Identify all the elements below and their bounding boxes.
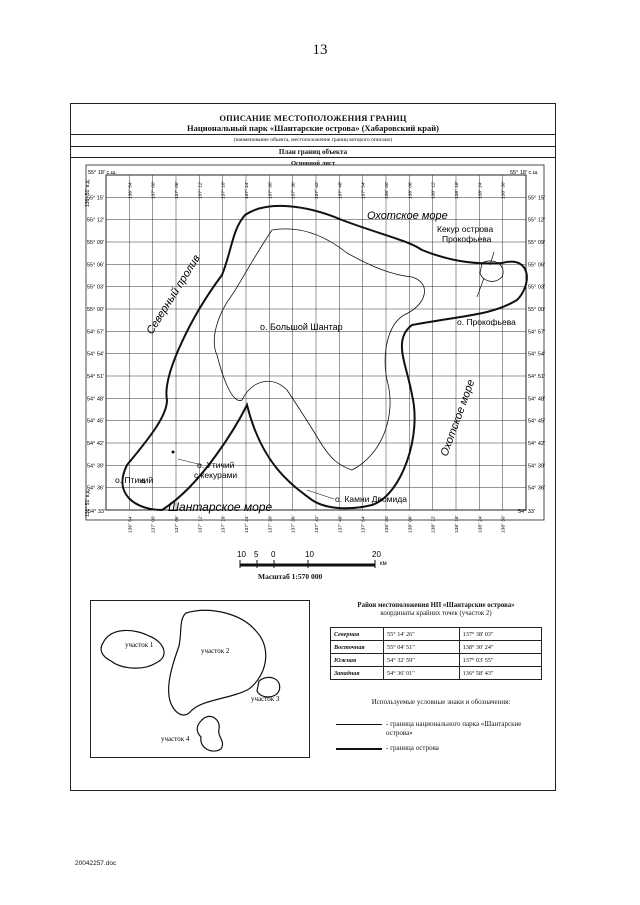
lon-tick-label: 138° 00': [385, 181, 390, 199]
area-2-label: участок 2: [201, 647, 230, 655]
area-4-label: участок 4: [161, 735, 190, 743]
label-shantarskoe-more: Шантарское море: [168, 500, 273, 514]
lat-tick-label: 54° 36': [87, 485, 105, 492]
coordinates-cell-lon: 137° 03' 55": [459, 654, 541, 667]
coordinates-cell-lat: 55° 04' 51": [384, 641, 460, 654]
lon-tick-label: 138° 30': [501, 515, 507, 533]
lon-tick-label: 137° 54': [361, 181, 367, 199]
coordinates-block: [330, 602, 542, 680]
boundary-map: [82, 165, 548, 533]
coordinates-row: [331, 641, 542, 654]
coordinates-cell-dir: Западная: [331, 667, 384, 680]
lon-tick-label: 136° 54': [128, 181, 134, 199]
legend-item-island: [336, 742, 546, 766]
map-border: [86, 165, 544, 520]
lat-tick-label: 55° 15': [87, 195, 105, 202]
label-utichy-1: о. Утичий: [197, 460, 235, 470]
label-kamni: о. Камни Двомида: [335, 494, 407, 504]
lat-tick-label: 55° 06': [87, 262, 105, 269]
area-1-outline: [101, 630, 164, 668]
lon-tick-label: 138° 30': [501, 181, 507, 199]
lat-tick-label: 54° 57': [528, 329, 546, 336]
lon-tick-label: 137° 30': [268, 181, 274, 199]
lon-tick-label: 137° 12': [198, 515, 204, 533]
lon-label-left: 136° 51' в.д.: [85, 179, 91, 207]
area-4-outline: [197, 716, 222, 751]
label-utichy-2: с кекурами: [194, 470, 238, 480]
lat-tick-label: 55° 03': [528, 284, 546, 291]
lon-tick-label: 137° 48': [338, 515, 344, 533]
prokofeva-pointer: [477, 278, 484, 297]
doc-title: ОПИСАНИЕ МЕСТОПОЛОЖЕНИЯ ГРАНИЦ: [219, 113, 407, 123]
label-okhotsk-right: Охотское море: [438, 378, 478, 459]
lon-tick-label: 138° 06': [408, 181, 414, 199]
lon-tick-label: 137° 30': [268, 515, 274, 533]
lat-tick-label: 54° 45': [528, 418, 546, 425]
label-ptichy: о. Птичий: [115, 475, 154, 485]
lat-tick-label: 54° 51': [528, 374, 546, 380]
lon-tick-label: 137° 36': [291, 515, 297, 533]
lon-tick-label: 137° 18': [221, 181, 227, 199]
scale-tick-label: 0: [271, 550, 276, 559]
coordinates-title: Район местоположения НП «Шантарские острова»: [357, 602, 515, 609]
legend-island-text: - граница острова: [386, 744, 439, 752]
coordinates-cell-lon: 137° 38' 03": [459, 628, 541, 641]
coordinates-cell-dir: Восточная: [331, 641, 384, 654]
lat-tick-label: 55° 12': [87, 217, 105, 224]
lon-tick-label: 137° 24': [245, 515, 250, 533]
label-kekur-1: Кекур острова: [437, 224, 494, 234]
scale-label: Масштаб 1:570 000: [258, 572, 323, 581]
lon-tick-label: 138° 12': [431, 515, 437, 533]
inset-map: [90, 600, 310, 758]
corner-label-tr: 55° 18' с.ш.: [510, 170, 539, 176]
lon-tick-label: 136° 54': [128, 515, 134, 533]
lon-tick-label: 138° 06': [408, 515, 414, 533]
lon-tick-label: 138° 18': [455, 515, 460, 533]
scale-bar: [225, 545, 405, 573]
lat-tick-label: 55° 15': [528, 195, 546, 202]
lat-tick-label: 54° 57': [87, 329, 105, 336]
thick-line-icon: [336, 748, 382, 750]
lat-tick-label: 54° 36': [528, 485, 546, 492]
area-1-label: участок 1: [125, 641, 154, 649]
lat-tick-label: 55° 09': [528, 240, 546, 246]
lon-tick-label: 138° 24': [478, 181, 484, 199]
lat-tick-label: 54° 39': [528, 463, 546, 470]
lat-tick-label: 54° 45': [87, 418, 105, 425]
coordinates-cell-lat: 54° 36' 01": [384, 667, 460, 680]
coordinates-cell-lat: 55° 14' 26": [384, 628, 460, 641]
scale-unit: км: [380, 561, 387, 567]
scale-tick-label: 10: [237, 550, 246, 559]
legend-park-text: - граница национального парка «Шантарские острова»: [386, 720, 522, 737]
lon-tick-label: 137° 18': [221, 515, 227, 533]
lat-tick-label: 54° 48': [87, 396, 105, 403]
doc-note: (наименование объекта, местоположение границ которого описано): [233, 137, 393, 143]
lon-tick-label: 137° 54': [361, 515, 367, 533]
label-prokofeva: о. Прокофьева: [457, 317, 516, 327]
park-boundary-line: [122, 206, 526, 510]
lat-tick-label: 54° 54': [87, 351, 105, 358]
area-3-label: участок 3: [251, 695, 280, 703]
lat-tick-label: 55° 06': [528, 262, 546, 269]
lon-tick-label: 138° 24': [478, 515, 484, 533]
divider: [71, 134, 555, 135]
lat-tick-label: 55° 09': [87, 240, 105, 246]
lon-tick-label: 137° 42': [315, 181, 320, 199]
file-name: 20042257.doc: [75, 860, 117, 867]
scale-tick-label: 10: [305, 550, 314, 559]
label-okhotsk-top: Охотское море: [367, 210, 448, 222]
lat-tick-label: 55° 03': [87, 284, 105, 291]
lat-tick-label: 54° 39': [87, 463, 105, 470]
coordinates-cell-lon: 138° 30' 24": [459, 641, 541, 654]
thin-line-icon: [336, 724, 382, 725]
lon-label-left-bottom: 136° 51' в.д.: [85, 489, 91, 517]
divider: [71, 157, 555, 158]
lat-tick-label: 54° 42': [528, 441, 546, 447]
lon-tick-label: 137° 00': [151, 515, 157, 533]
utichy-island-mark: [172, 451, 175, 454]
lon-tick-label: 138° 00': [385, 515, 390, 533]
lat-tick-label: 55° 12': [528, 217, 546, 224]
legend-title: Используемые условные знаки и обозначения:: [371, 698, 511, 706]
lon-tick-label: 137° 06': [175, 515, 180, 533]
lon-tick-label: 137° 36': [291, 181, 297, 199]
legend: [336, 698, 546, 766]
corner-label-br: 54° 33': [518, 509, 536, 515]
lat-tick-label: 54° 48': [528, 396, 546, 403]
corner-label-tl: 55° 18' с.ш.: [88, 170, 117, 176]
lon-tick-label: 137° 12': [198, 181, 204, 199]
sheet-title: Основной лист: [290, 160, 336, 167]
coordinates-cell-lat: 54° 32' 59": [384, 654, 460, 667]
coordinates-cell-dir: Северная: [331, 628, 384, 641]
doc-subtitle: Национальный парк «Шантарские острова» (Хабаровский край): [187, 123, 439, 133]
lon-tick-label: 138° 12': [431, 181, 437, 199]
plan-title: План границ объекта: [278, 148, 348, 156]
label-bolshoy-shantar: о. Большой Шантар: [260, 322, 343, 332]
lat-tick-label: 55° 00': [528, 307, 546, 313]
coordinates-row: [331, 628, 542, 641]
coordinates-table: [330, 627, 542, 680]
divider: [71, 146, 555, 147]
legend-item-park: [336, 718, 546, 742]
coordinates-subtitle: координаты крайних точек (участок 2): [380, 610, 492, 617]
scale-tick-label: 20: [372, 550, 381, 559]
lon-tick-label: 137° 24': [245, 181, 250, 199]
page-number: 13: [312, 42, 328, 58]
lon-tick-label: 137° 48': [338, 181, 344, 199]
lat-tick-label: 54° 51': [87, 374, 105, 380]
coordinates-row: [331, 667, 542, 680]
lon-tick-label: 137° 00': [151, 181, 157, 199]
lon-tick-label: 137° 06': [175, 181, 180, 199]
lat-tick-label: 54° 42': [87, 441, 105, 447]
lat-tick-label: 54° 54': [528, 351, 546, 358]
coordinates-cell-dir: Южная: [331, 654, 384, 667]
lon-tick-label: 137° 42': [315, 515, 320, 533]
kamni-pointer: [307, 490, 334, 499]
inset-map-drawing: [91, 601, 309, 757]
coordinates-row: [331, 654, 542, 667]
scale-tick-label: 5: [254, 550, 259, 559]
coordinates-cell-lon: 136° 58' 43": [459, 667, 541, 680]
label-severny-proliv: Северный пролив: [144, 252, 203, 337]
lon-tick-label: 138° 18': [455, 181, 460, 199]
label-kekur-2: Прокофьева: [442, 234, 492, 244]
lat-tick-label: 55° 00': [87, 307, 105, 313]
corner-label-bl: 54° 33': [88, 509, 106, 515]
